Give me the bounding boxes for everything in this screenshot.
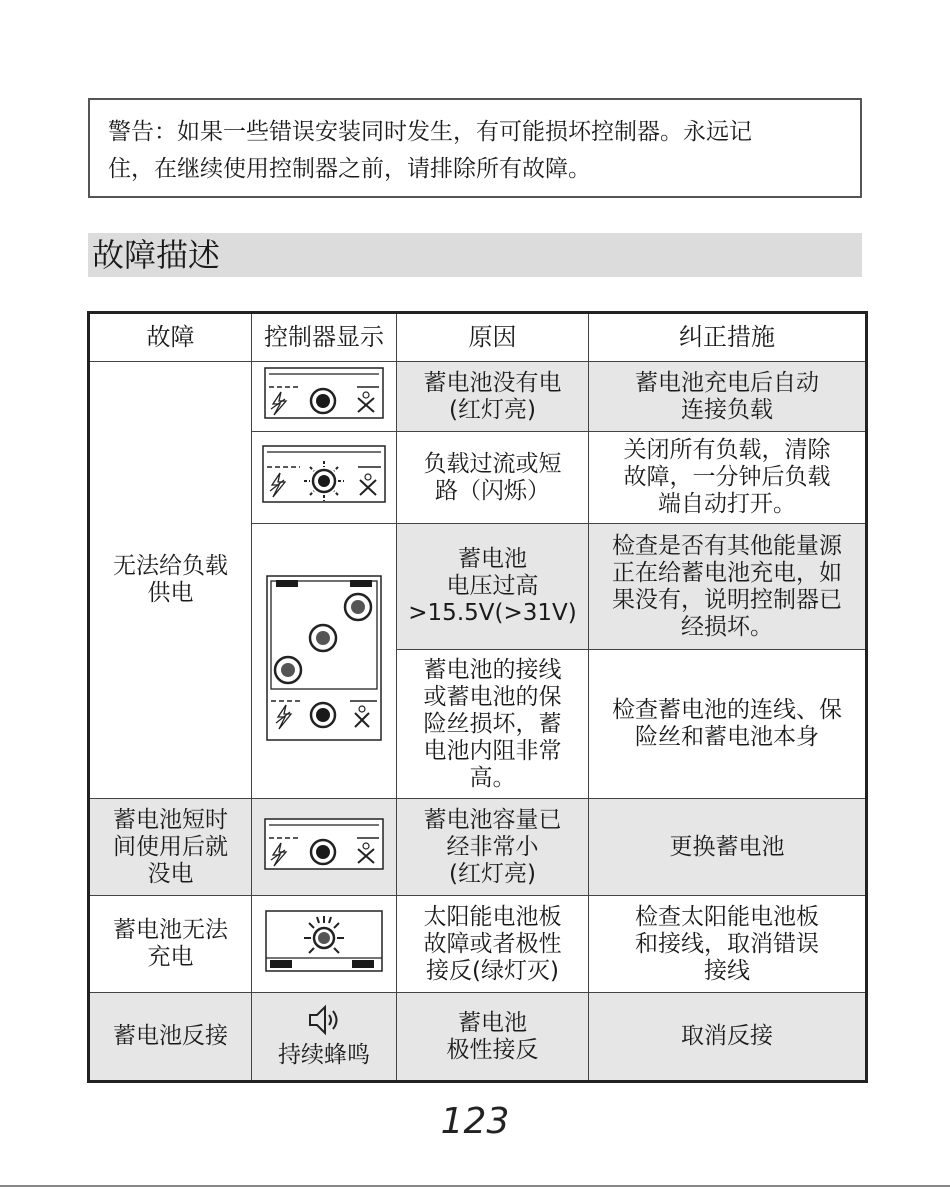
section-title: 故障描述 [92,236,221,274]
fault-cell: 无法给负载 供电 [89,362,252,799]
table-header-row [89,313,867,362]
speaker-icon [306,1004,342,1036]
cause-cell: 蓄电池 极性接反 [397,993,589,1082]
fault-cell: 蓄电池反接 [89,993,252,1082]
action-cell: 更换蓄电池 [589,799,867,896]
section-header [88,233,862,277]
display-cell [252,432,397,524]
fault-cell: 蓄电池短时 间使用后就 没电 [89,799,252,896]
display-beep-label: 持续蜂鸣 [278,1042,370,1068]
header-cause: 原因 [397,313,589,362]
display-cell [252,993,397,1082]
cause-cell: 负载过流或短 路（闪烁） [397,432,589,524]
controller-load-led-on-icon [259,816,389,872]
header-action: 纠正措施 [589,313,867,362]
controller-load-led-on-icon [259,365,389,421]
table-row [89,799,867,896]
cause-cell: 蓄电池没有电 (红灯亮) [397,362,589,432]
page-number: 123 [440,1101,510,1142]
cause-cell: 蓄电池的接线 或蓄电池的保 险丝损坏，蓄 电池内阻非常 高。 [397,650,589,799]
header-display: 控制器显示 [252,313,397,362]
cause-cell: 蓄电池 电压过高 >15.5V(>31V) [397,524,589,650]
cause-cell: 太阳能电池板 故障或者极性 接反(绿灯灭) [397,896,589,993]
fault-table [87,311,868,1083]
action-cell: 取消反接 [589,993,867,1082]
action-cell: 检查太阳能电池板 和接线，取消错误 接线 [589,896,867,993]
action-cell: 检查是否有其他能量源 正在给蓄电池充电，如 果没有，说明控制器已 经损坏。 [589,524,867,650]
display-cell [252,362,397,432]
controller-solar-led-rays-icon [260,908,388,974]
action-cell: 检查蓄电池的连线、保 险丝和蓄电池本身 [589,650,867,799]
table-row [89,362,867,432]
controller-three-led-panel-icon [262,573,386,743]
bottom-divider [0,1185,950,1187]
table-row [89,896,867,993]
table-row [89,993,867,1082]
warning-line-2: 住，在继续使用控制器之前，请排除所有故障。 [108,156,591,182]
display-cell [252,524,397,799]
display-cell [252,896,397,993]
cause-cell: 蓄电池容量已 经非常小 (红灯亮) [397,799,589,896]
warning-line-1: 警告：如果一些错误安装同时发生，有可能损坏控制器。永远记 [108,119,752,145]
display-cell [252,799,397,896]
action-cell: 关闭所有负载，清除 故障，一分钟后负载 端自动打开。 [589,432,867,524]
fault-cell: 蓄电池无法 充电 [89,896,252,993]
warning-box [88,98,862,198]
header-fault: 故障 [89,313,252,362]
controller-load-led-blinking-icon [258,443,390,505]
action-cell: 蓄电池充电后自动 连接负载 [589,362,867,432]
